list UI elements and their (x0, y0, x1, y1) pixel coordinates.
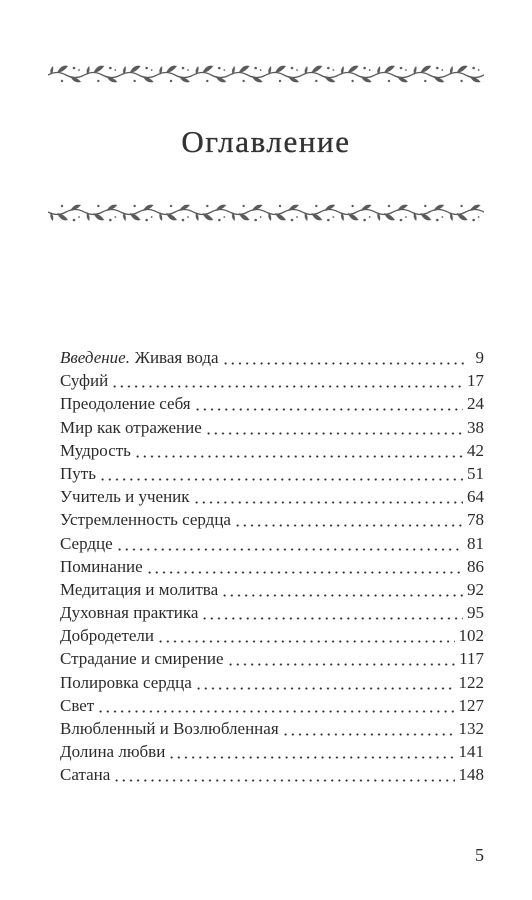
table-of-contents (60, 346, 484, 787)
toc-entry (60, 763, 484, 786)
dot-leader (195, 671, 455, 694)
toc-entry-title: Сатана (60, 765, 111, 785)
toc-entry-page-number: 51 (467, 463, 484, 483)
toc-entry (60, 416, 484, 439)
toc-entry-title: Учитель и ученик (60, 487, 190, 507)
dot-leader (194, 392, 463, 415)
toc-entry-page-number: 92 (467, 579, 484, 599)
toc-entry-page-number: 148 (458, 765, 484, 785)
toc-entry-page-number: 64 (467, 487, 484, 507)
toc-entry (60, 578, 484, 601)
toc-entry (60, 369, 484, 392)
toc-entry-title: Суфий (60, 371, 109, 391)
dot-leader (134, 439, 463, 462)
toc-entry (60, 671, 484, 694)
toc-entry-title: Добродетели (60, 626, 155, 646)
dot-leader (116, 532, 463, 555)
toc-entry-title: Живая вода (134, 348, 219, 367)
toc-entry-page-number: 127 (458, 695, 484, 715)
toc-entry (60, 439, 484, 462)
bottom-floral-ornament-icon (48, 201, 484, 225)
dot-leader (282, 717, 455, 740)
toc-entry-title: Мир как отражение (60, 417, 202, 437)
dot-leader (234, 508, 463, 531)
toc-entry-title: Свет (60, 695, 95, 715)
toc-entry-page-number: 95 (467, 603, 484, 623)
toc-entry-title: Преодоление себя (60, 394, 191, 414)
toc-entry-page-number: 9 (475, 348, 484, 367)
toc-entry-page-number: 42 (467, 440, 484, 460)
toc-entry-title: Мудрость (60, 440, 131, 460)
toc-entry (60, 555, 484, 578)
top-floral-ornament-icon (48, 63, 484, 87)
toc-entry-title: Полировка сердца (60, 672, 192, 692)
toc-entry (60, 624, 484, 647)
toc-entry-title: Долина любви (60, 742, 166, 762)
toc-entry-page-number: 24 (467, 394, 484, 414)
toc-entry-title: Путь (60, 463, 96, 483)
toc-entry-page-number: 117 (459, 649, 484, 669)
toc-entry-title: Сердце (60, 533, 113, 553)
dot-leader (99, 462, 463, 485)
dot-leader (221, 578, 463, 601)
dot-leader (227, 647, 456, 670)
toc-entry-title: Страдание и смирение (60, 649, 224, 669)
toc-entry-page-number: 17 (467, 371, 484, 391)
toc-entry (60, 717, 484, 740)
dot-leader (157, 624, 454, 647)
toc-entry-title: Влюбленный и Возлюбленная (60, 719, 279, 738)
dot-leader (205, 416, 463, 439)
toc-entry (60, 601, 484, 624)
toc-entry-title: Медитация и молитва (60, 579, 219, 599)
dot-leader (193, 485, 463, 508)
toc-entry (60, 532, 484, 555)
toc-entry-page-number: 81 (467, 533, 484, 553)
toc-entry-page-number: 102 (458, 626, 484, 646)
page-title: Оглавление (181, 124, 351, 159)
toc-entry-page-number: 38 (467, 417, 484, 437)
toc-entry-title: Устремленность сердца (60, 510, 231, 530)
dot-leader (222, 346, 468, 369)
toc-entry-title: Духовная практика (60, 603, 199, 623)
dot-leader (201, 601, 463, 624)
toc-entry-page-number: 86 (467, 556, 484, 576)
toc-entry (60, 694, 484, 717)
toc-entry (60, 508, 484, 531)
toc-entry (60, 392, 484, 415)
toc-entry (60, 647, 484, 670)
dot-leader (97, 694, 454, 717)
toc-entry-title: Поминание (60, 556, 143, 576)
page-number: 5 (475, 845, 484, 865)
toc-entry-page-number: 132 (458, 719, 484, 738)
toc-entry (60, 740, 484, 763)
toc-entry-italic-prefix: Введение. (60, 348, 130, 367)
toc-entry-page-number: 78 (467, 510, 484, 530)
toc-entry (60, 462, 484, 485)
dot-leader (111, 369, 463, 392)
toc-entry-page-number: 122 (458, 672, 484, 692)
toc-entry-page-number: 141 (458, 742, 484, 762)
dot-leader (168, 740, 454, 763)
toc-entry (60, 346, 484, 369)
dot-leader (146, 555, 463, 578)
dot-leader (113, 763, 454, 786)
toc-entry (60, 485, 484, 508)
